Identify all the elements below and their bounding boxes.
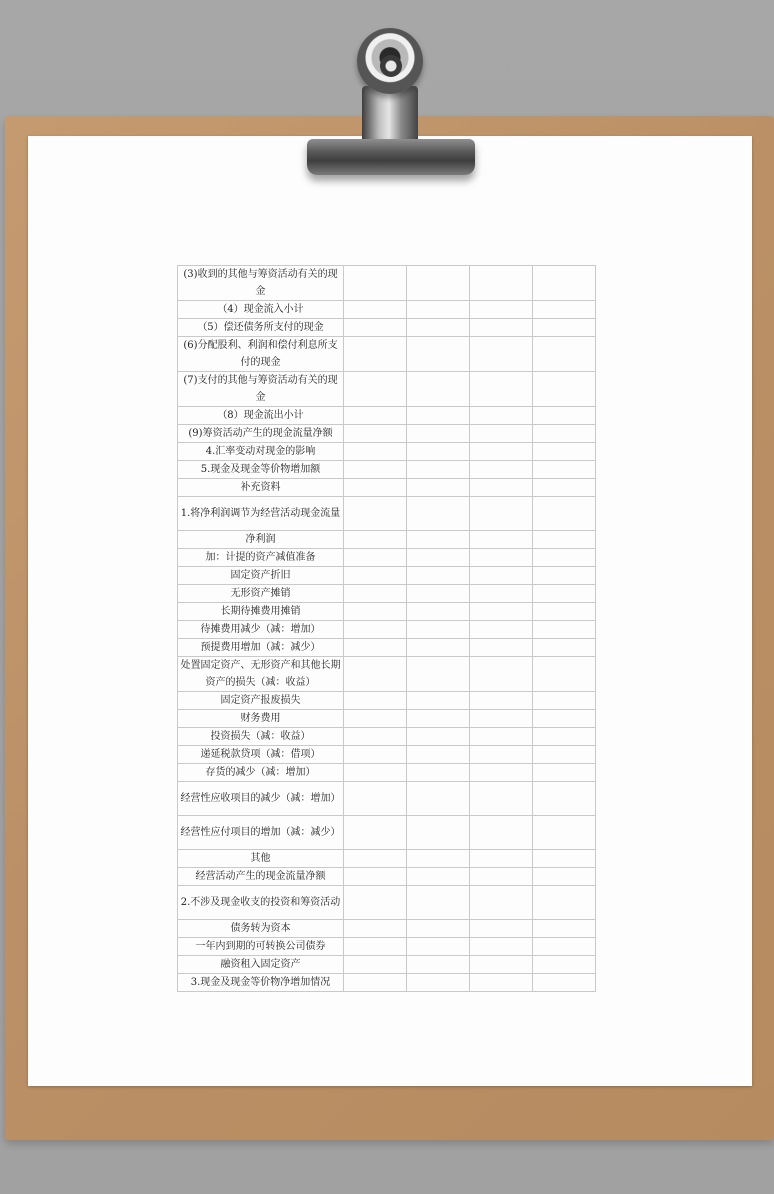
value-cell[interactable]	[407, 407, 470, 425]
table-row	[178, 764, 596, 782]
value-cell[interactable]	[533, 974, 596, 992]
value-cell[interactable]	[470, 920, 533, 938]
value-cell[interactable]	[470, 956, 533, 974]
table-row	[178, 319, 596, 337]
table-row	[178, 728, 596, 746]
value-cell[interactable]	[344, 372, 407, 407]
value-cell[interactable]	[344, 956, 407, 974]
row-label: 4.汇率变动对现金的影响	[178, 443, 344, 461]
value-cell[interactable]	[533, 782, 596, 816]
value-cell[interactable]	[407, 657, 470, 692]
row-label: 长期待摊费用摊销	[178, 603, 344, 621]
value-cell[interactable]	[470, 974, 533, 992]
value-cell[interactable]	[344, 938, 407, 956]
row-label: 处置固定资产、无形资产和其他长期资产的损失（减：收益）	[178, 657, 344, 692]
value-cell[interactable]	[344, 728, 407, 746]
value-cell[interactable]	[407, 266, 470, 301]
value-cell[interactable]	[407, 886, 470, 920]
value-cell[interactable]	[533, 868, 596, 886]
value-cell[interactable]	[344, 585, 407, 603]
table-row	[178, 407, 596, 425]
value-cell[interactable]	[533, 728, 596, 746]
value-cell[interactable]	[470, 407, 533, 425]
value-cell[interactable]	[344, 443, 407, 461]
value-cell[interactable]	[470, 567, 533, 585]
value-cell[interactable]	[407, 337, 470, 372]
binder-clip-hole	[380, 55, 402, 77]
value-cell[interactable]	[470, 531, 533, 549]
row-label: 5.现金及现金等价物增加额	[178, 461, 344, 479]
value-cell[interactable]	[470, 549, 533, 567]
value-cell[interactable]	[533, 764, 596, 782]
value-cell[interactable]	[407, 567, 470, 585]
value-cell[interactable]	[407, 531, 470, 549]
table-row	[178, 639, 596, 657]
value-cell[interactable]	[407, 920, 470, 938]
value-cell[interactable]	[344, 920, 407, 938]
table-row	[178, 266, 596, 301]
row-label: 2.不涉及现金收支的投资和筹资活动	[178, 886, 344, 920]
value-cell[interactable]	[470, 886, 533, 920]
value-cell[interactable]	[407, 497, 470, 531]
value-cell[interactable]	[470, 585, 533, 603]
table-row	[178, 425, 596, 443]
value-cell[interactable]	[407, 956, 470, 974]
value-cell[interactable]	[470, 816, 533, 850]
row-label: 其他	[178, 850, 344, 868]
value-cell[interactable]	[533, 585, 596, 603]
value-cell[interactable]	[470, 692, 533, 710]
table-row	[178, 479, 596, 497]
row-label: 融资租入固定资产	[178, 956, 344, 974]
value-cell[interactable]	[470, 479, 533, 497]
table-row	[178, 974, 596, 992]
value-cell[interactable]	[533, 319, 596, 337]
table-row	[178, 567, 596, 585]
row-label: 投资损失（减：收益）	[178, 728, 344, 746]
table-row	[178, 938, 596, 956]
value-cell[interactable]	[533, 301, 596, 319]
value-cell[interactable]	[344, 497, 407, 531]
row-label: （4）现金流入小计	[178, 301, 344, 319]
value-cell[interactable]	[344, 407, 407, 425]
value-cell[interactable]	[407, 764, 470, 782]
value-cell[interactable]	[533, 621, 596, 639]
row-label: （5）偿还债务所支付的现金	[178, 319, 344, 337]
table-row	[178, 497, 596, 531]
row-label: 经营活动产生的现金流量净额	[178, 868, 344, 886]
value-cell[interactable]	[470, 728, 533, 746]
value-cell[interactable]	[533, 567, 596, 585]
value-cell[interactable]	[344, 549, 407, 567]
value-cell[interactable]	[470, 710, 533, 728]
row-label: 预提费用增加（减：减少）	[178, 639, 344, 657]
row-label: 净利润	[178, 531, 344, 549]
value-cell[interactable]	[344, 657, 407, 692]
table-row	[178, 746, 596, 764]
value-cell[interactable]	[344, 639, 407, 657]
value-cell[interactable]	[407, 850, 470, 868]
value-cell[interactable]	[533, 425, 596, 443]
value-cell[interactable]	[407, 782, 470, 816]
value-cell[interactable]	[407, 301, 470, 319]
value-cell[interactable]	[470, 337, 533, 372]
value-cell[interactable]	[533, 692, 596, 710]
value-cell[interactable]	[344, 479, 407, 497]
value-cell[interactable]	[407, 974, 470, 992]
row-label: (9)筹资活动产生的现金流量净额	[178, 425, 344, 443]
value-cell[interactable]	[470, 301, 533, 319]
value-cell[interactable]	[407, 692, 470, 710]
value-cell[interactable]	[533, 531, 596, 549]
value-cell[interactable]	[533, 497, 596, 531]
table-row	[178, 657, 596, 692]
table-row	[178, 868, 596, 886]
value-cell[interactable]	[407, 621, 470, 639]
table-row	[178, 710, 596, 728]
value-cell[interactable]	[470, 850, 533, 868]
value-cell[interactable]	[470, 425, 533, 443]
value-cell[interactable]	[344, 319, 407, 337]
row-label: 固定资产报废损失	[178, 692, 344, 710]
value-cell[interactable]	[407, 868, 470, 886]
value-cell[interactable]	[533, 920, 596, 938]
value-cell[interactable]	[533, 710, 596, 728]
cash-flow-table-body	[178, 266, 596, 992]
value-cell[interactable]	[344, 868, 407, 886]
value-cell[interactable]	[470, 497, 533, 531]
row-label: 财务费用	[178, 710, 344, 728]
row-label: 补充资料	[178, 479, 344, 497]
table-row	[178, 585, 596, 603]
row-label: 1.将净利润调节为经营活动现金流量	[178, 497, 344, 531]
value-cell[interactable]	[533, 603, 596, 621]
value-cell[interactable]	[407, 728, 470, 746]
value-cell[interactable]	[344, 764, 407, 782]
value-cell[interactable]	[344, 710, 407, 728]
row-label: (3)收到的其他与筹资活动有关的现金	[178, 266, 344, 301]
table-row	[178, 621, 596, 639]
value-cell[interactable]	[533, 956, 596, 974]
value-cell[interactable]	[407, 549, 470, 567]
row-label: 经营性应付项目的增加（减：减少）	[178, 816, 344, 850]
value-cell[interactable]	[407, 461, 470, 479]
value-cell[interactable]	[533, 816, 596, 850]
value-cell[interactable]	[407, 816, 470, 850]
row-label: 存货的减少（减：增加）	[178, 764, 344, 782]
row-label: (7)支付的其他与筹资活动有关的现金	[178, 372, 344, 407]
row-label: 待摊费用减少（减：增加）	[178, 621, 344, 639]
value-cell[interactable]	[344, 567, 407, 585]
value-cell[interactable]	[470, 443, 533, 461]
table-row	[178, 461, 596, 479]
table-row	[178, 692, 596, 710]
value-cell[interactable]	[407, 710, 470, 728]
value-cell[interactable]	[470, 621, 533, 639]
value-cell[interactable]	[344, 850, 407, 868]
table-row	[178, 549, 596, 567]
row-label: 债务转为资本	[178, 920, 344, 938]
value-cell[interactable]	[533, 372, 596, 407]
table-row	[178, 850, 596, 868]
row-label: 固定资产折旧	[178, 567, 344, 585]
value-cell[interactable]	[533, 639, 596, 657]
value-cell[interactable]	[344, 603, 407, 621]
value-cell[interactable]	[344, 692, 407, 710]
value-cell[interactable]	[407, 746, 470, 764]
row-label: 经营性应收项目的减少（减：增加）	[178, 782, 344, 816]
value-cell[interactable]	[344, 782, 407, 816]
value-cell[interactable]	[344, 816, 407, 850]
value-cell[interactable]	[407, 585, 470, 603]
value-cell[interactable]	[533, 850, 596, 868]
table-row	[178, 816, 596, 850]
value-cell[interactable]	[407, 425, 470, 443]
value-cell[interactable]	[470, 639, 533, 657]
cash-flow-table	[177, 265, 596, 992]
value-cell[interactable]	[407, 603, 470, 621]
row-label: （8）现金流出小计	[178, 407, 344, 425]
value-cell[interactable]	[533, 407, 596, 425]
value-cell[interactable]	[344, 337, 407, 372]
value-cell[interactable]	[407, 639, 470, 657]
row-label: 3.现金及现金等价物净增加情况	[178, 974, 344, 992]
table-row	[178, 443, 596, 461]
value-cell[interactable]	[470, 938, 533, 956]
table-row	[178, 372, 596, 407]
binder-clip-base	[307, 139, 475, 175]
table-row	[178, 782, 596, 816]
value-cell[interactable]	[533, 443, 596, 461]
value-cell[interactable]	[533, 549, 596, 567]
value-cell[interactable]	[470, 657, 533, 692]
table-row	[178, 886, 596, 920]
value-cell[interactable]	[533, 746, 596, 764]
row-label: 一年内到期的可转换公司债券	[178, 938, 344, 956]
value-cell[interactable]	[470, 461, 533, 479]
table-row	[178, 531, 596, 549]
value-cell[interactable]	[407, 319, 470, 337]
row-label: (6)分配股利、利润和偿付利息所支付的现金	[178, 337, 344, 372]
value-cell[interactable]	[344, 621, 407, 639]
value-cell[interactable]	[470, 868, 533, 886]
value-cell[interactable]	[344, 266, 407, 301]
value-cell[interactable]	[470, 266, 533, 301]
value-cell[interactable]	[407, 372, 470, 407]
value-cell[interactable]	[407, 479, 470, 497]
value-cell[interactable]	[533, 657, 596, 692]
value-cell[interactable]	[533, 266, 596, 301]
value-cell[interactable]	[533, 938, 596, 956]
value-cell[interactable]	[470, 603, 533, 621]
table-row	[178, 603, 596, 621]
value-cell[interactable]	[470, 746, 533, 764]
table-row	[178, 920, 596, 938]
value-cell[interactable]	[470, 319, 533, 337]
value-cell[interactable]	[470, 764, 533, 782]
value-cell[interactable]	[344, 461, 407, 479]
value-cell[interactable]	[344, 974, 407, 992]
value-cell[interactable]	[344, 301, 407, 319]
value-cell[interactable]	[533, 337, 596, 372]
value-cell[interactable]	[533, 461, 596, 479]
value-cell[interactable]	[344, 886, 407, 920]
row-label: 加：计提的资产减值准备	[178, 549, 344, 567]
value-cell[interactable]	[344, 425, 407, 443]
value-cell[interactable]	[407, 443, 470, 461]
row-label: 无形资产摊销	[178, 585, 344, 603]
value-cell[interactable]	[470, 782, 533, 816]
table-row	[178, 337, 596, 372]
value-cell[interactable]	[344, 531, 407, 549]
value-cell[interactable]	[407, 938, 470, 956]
table-row	[178, 956, 596, 974]
value-cell[interactable]	[533, 886, 596, 920]
value-cell[interactable]	[533, 479, 596, 497]
value-cell[interactable]	[470, 372, 533, 407]
row-label: 递延税款贷项（减：借项）	[178, 746, 344, 764]
table-row	[178, 301, 596, 319]
value-cell[interactable]	[344, 746, 407, 764]
